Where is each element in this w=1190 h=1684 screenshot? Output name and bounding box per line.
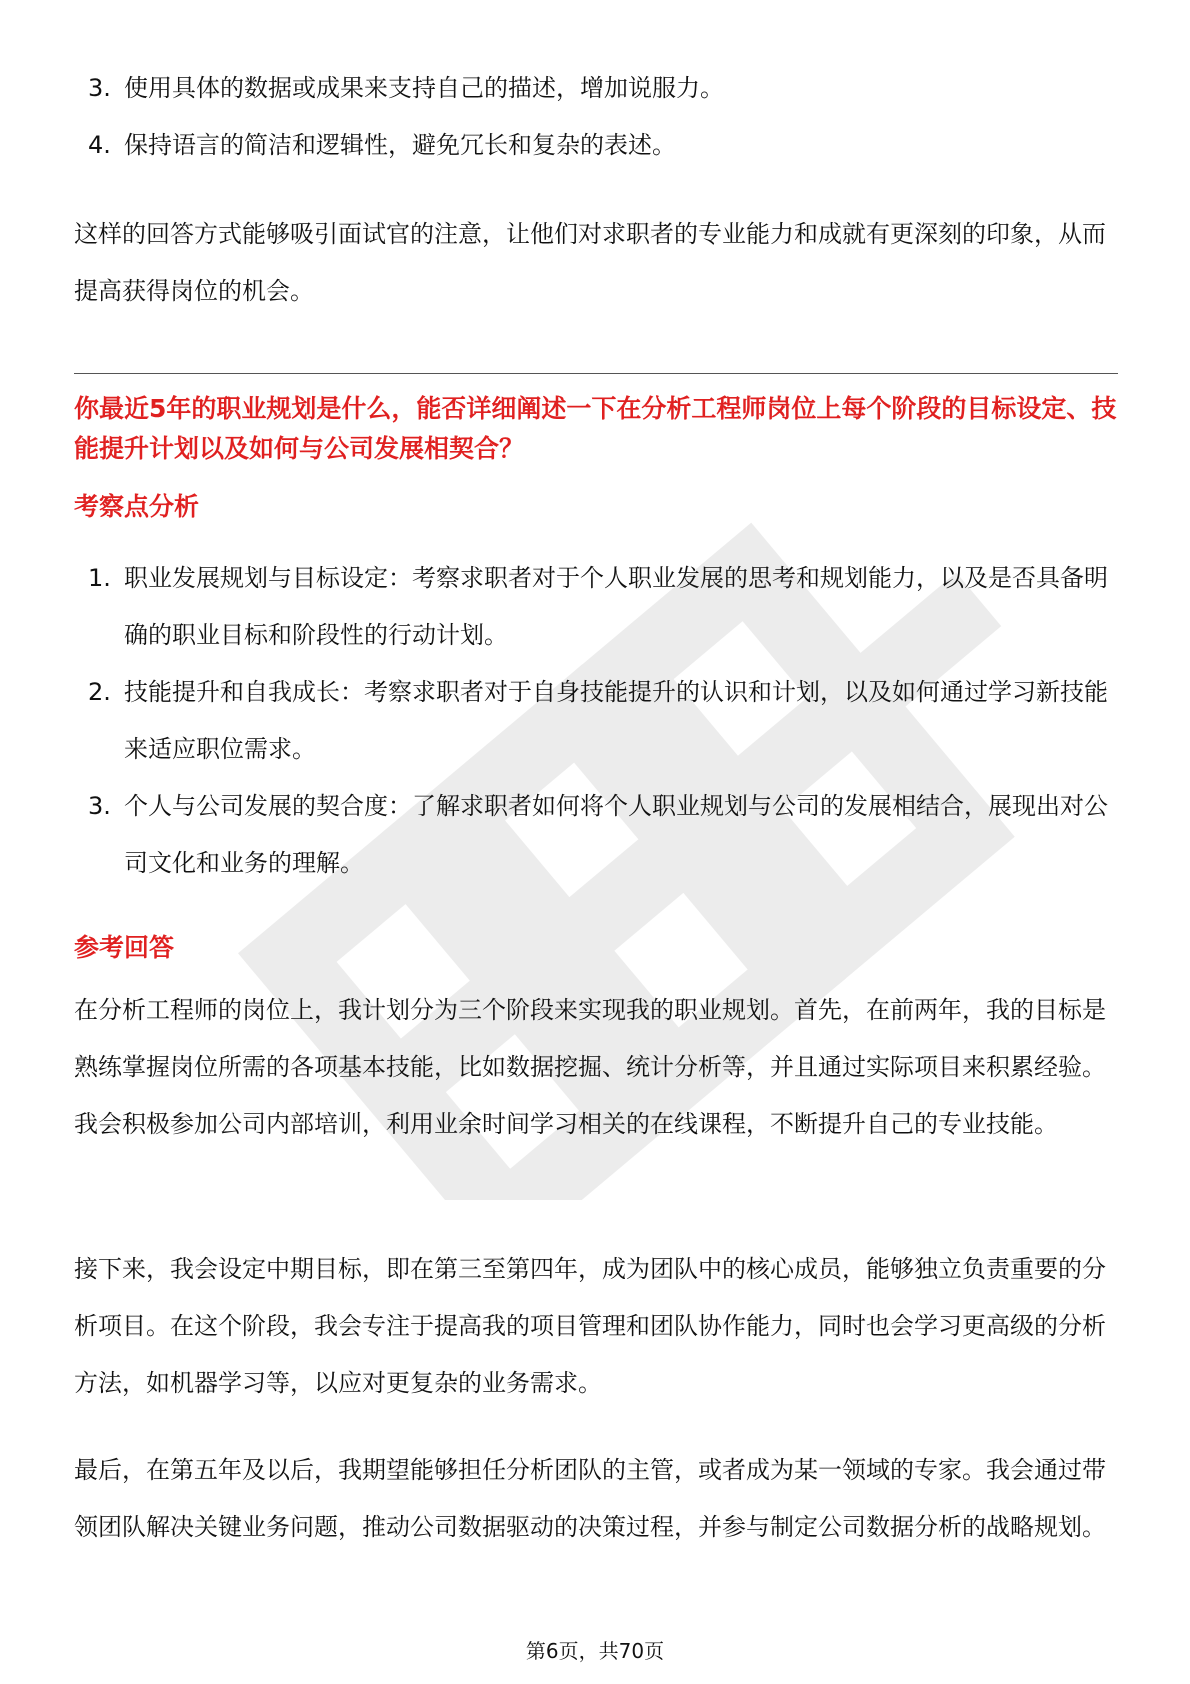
- list-item: [74, 778, 1118, 892]
- answer-heading: 参考回答: [74, 933, 175, 962]
- list-item: [74, 550, 1118, 664]
- list-number: 1.: [88, 564, 111, 592]
- answer-paragraph: 最后，在第五年及以后，我期望能够担任分析团队的主管，或者成为某一领域的专家。我会通过带领团队解决关键业务问题，推动公司数据驱动的决策过程，并参与制定公司数据分析的战略规划。: [74, 1456, 1106, 1541]
- list-number: 3.: [88, 74, 111, 102]
- list-item: [74, 60, 1118, 117]
- page-footer: 第6页，共70页: [525, 1639, 665, 1663]
- list-item: [74, 117, 1118, 174]
- answer-paragraph: 接下来，我会设定中期目标，即在第三至第四年，成为团队中的核心成员，能够独立负责重要的分析项目。在这个阶段，我会专注于提高我的项目管理和团队协作能力，同时也会学习更高级的分析方法，如机器学习等，以应对更复杂的业务需求。: [74, 1255, 1106, 1397]
- analysis-heading: 考察点分析: [74, 492, 200, 521]
- list-number: 3.: [88, 792, 111, 820]
- list-item: [74, 664, 1118, 778]
- list-number: 4.: [88, 131, 111, 159]
- list-number: 2.: [88, 678, 111, 706]
- section-divider: [74, 373, 1118, 374]
- tips-list: [74, 60, 1118, 174]
- list-text: 职业发展规划与目标设定：考察求职者对于个人职业发展的思考和规划能力，以及是否具备明确的职业目标和阶段性的行动计划。: [124, 564, 1108, 649]
- list-text: 个人与公司发展的契合度：了解求职者如何将个人职业规划与公司的发展相结合，展现出对公司文化和业务的理解。: [124, 792, 1108, 877]
- conclusion-paragraph: 这样的回答方式能够吸引面试官的注意，让他们对求职者的专业能力和成就有更深刻的印象，从而提高获得岗位的机会。: [74, 220, 1106, 305]
- list-text: 使用具体的数据或成果来支持自己的描述，增加说服力。: [124, 74, 724, 102]
- list-text: 保持语言的简洁和逻辑性，避免冗长和复杂的表述。: [124, 131, 676, 159]
- analysis-list: [74, 550, 1118, 892]
- interview-question: 你最近5年的职业规划是什么，能否详细阐述一下在分析工程师岗位上每个阶段的目标设定、技能提升计划以及如何与公司发展相契合？: [74, 394, 1117, 463]
- list-text: 技能提升和自我成长：考察求职者对于自身技能提升的认识和计划，以及如何通过学习新技能来适应职位需求。: [124, 678, 1108, 763]
- answer-paragraph: 在分析工程师的岗位上，我计划分为三个阶段来实现我的职业规划。首先，在前两年，我的目标是熟练掌握岗位所需的各项基本技能，比如数据挖掘、统计分析等，并且通过实际项目来积累经验。我会积极参加公司内部培训，利用业余时间学习相关的在线课程，不断提升自己的专业技能。: [74, 996, 1106, 1138]
